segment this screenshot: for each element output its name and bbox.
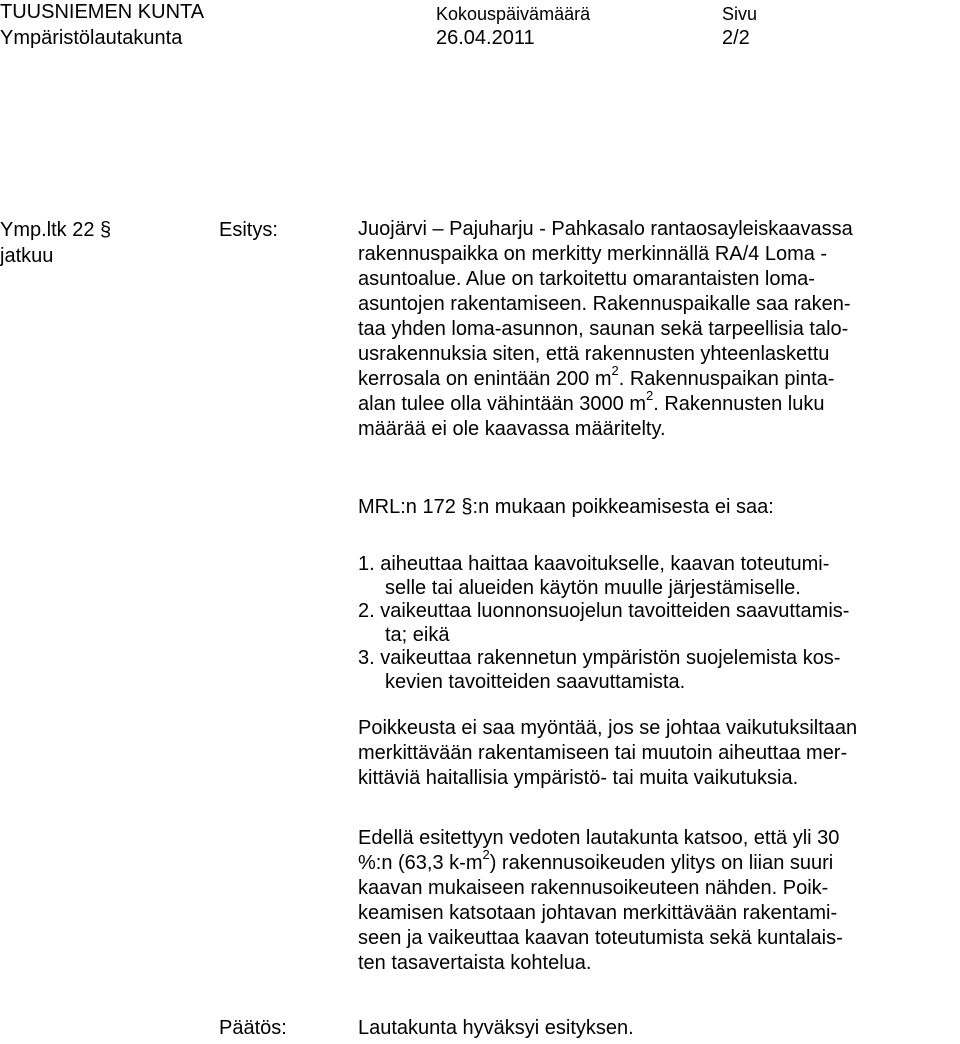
- text-line: keamisen katsotaan johtavan merkittävään rakentami-: [358, 902, 838, 924]
- text-line: ten tasavertaista kohtelua.: [358, 952, 592, 974]
- text-line: merkittävään rakentamiseen tai muutoin aiheuttaa mer-: [358, 742, 848, 764]
- text-line: Poikkeusta ei saa myöntää, jos se johtaa vaikutuksiltaan: [358, 717, 858, 739]
- list-item-continuation: kevien tavoitteiden saavuttamista.: [385, 670, 686, 693]
- text-line: asuntoalue. Alue on tarkoitettu omarantaisten loma-: [358, 268, 815, 290]
- list-item: 2. vaikeuttaa luonnonsuojelun tavoitteiden saavuttamis-: [358, 600, 850, 622]
- org-name: TUUSNIEMEN KUNTA: [0, 1, 205, 23]
- text-segment: kerrosala on enintään 200 m: [358, 368, 612, 390]
- list-item-continuation: selle tai alueiden käytön muulle järjestämiselle.: [385, 576, 801, 599]
- text-line: Edellä esitettyyn vedoten lautakunta katsoo, että yli 30: [358, 827, 840, 849]
- mrl-statement: MRL:n 172 §:n mukaan poikkeamisesta ei saa:: [358, 496, 774, 518]
- decision-text: Lautakunta hyväksyi esityksen.: [358, 1017, 634, 1039]
- list-item: 3. vaikeuttaa rakennetun ympäristön suojelemista kos-: [358, 647, 841, 669]
- text-line: [358, 388, 958, 417]
- text-line: määrää ei ole kaavassa määritelty.: [358, 418, 666, 440]
- meeting-date-label: Kokouspäivämäärä: [436, 4, 591, 24]
- page-label: Sivu: [722, 4, 758, 24]
- text-segment: . Rakennusten luku: [653, 393, 825, 415]
- list-item: 1. aiheuttaa haittaa kaavoitukselle, kaavan toteutumi-: [358, 553, 830, 575]
- item-reference: Ymp.ltk 22 §: [0, 219, 112, 241]
- text-line: seen ja vaikeuttaa kaavan toteutumista sekä kuntalais-: [358, 927, 843, 949]
- condition-list: [358, 553, 958, 694]
- text-line: rakennuspaikka on merkitty merkinnällä RA/4 Loma -: [358, 243, 828, 265]
- text-line: usrakennuksia siten, että rakennusten yhteenlaskettu: [358, 343, 830, 365]
- text-segment: %:n (63,3 k-m: [358, 852, 483, 874]
- proposal-paragraph-1: [358, 217, 958, 442]
- text-segment: alan tulee olla vähintään 3000 m: [358, 393, 646, 415]
- text-segment: ) rakennusoikeuden ylitys on liian suuri: [489, 852, 834, 874]
- text-line: kaavan mukaiseen rakennusoikeuteen nähden. Poik-: [358, 877, 829, 899]
- superscript: 2: [611, 363, 619, 379]
- text-line: asuntojen rakentamiseen. Rakennuspaikalle saa raken-: [358, 293, 851, 315]
- decision-label: Päätös:: [219, 1017, 287, 1039]
- text-line: [358, 847, 958, 876]
- superscript: 2: [646, 388, 654, 404]
- proposal-paragraph-2: [358, 716, 958, 791]
- text-line: [358, 363, 958, 392]
- text-line: kittäviä haitallisia ympäristö- tai muita vaikutuksia.: [358, 767, 799, 789]
- superscript: 2: [482, 847, 490, 863]
- proposal-label: Esitys:: [219, 219, 278, 241]
- proposal-paragraph-3: [358, 826, 958, 976]
- text-segment: . Rakennuspaikan pinta-: [618, 368, 835, 390]
- text-line: taa yhden loma-asunnon, saunan sekä tarpeellisia talo-: [358, 318, 849, 340]
- list-item-continuation: ta; eikä: [385, 623, 450, 646]
- meeting-date: 26.04.2011: [436, 27, 535, 49]
- page-number: 2/2: [722, 27, 750, 49]
- board-name: Ympäristölautakunta: [0, 27, 183, 49]
- item-continues: jatkuu: [0, 245, 54, 267]
- text-line: Juojärvi – Pajuharju - Pahkasalo rantaosayleiskaavassa: [358, 218, 853, 240]
